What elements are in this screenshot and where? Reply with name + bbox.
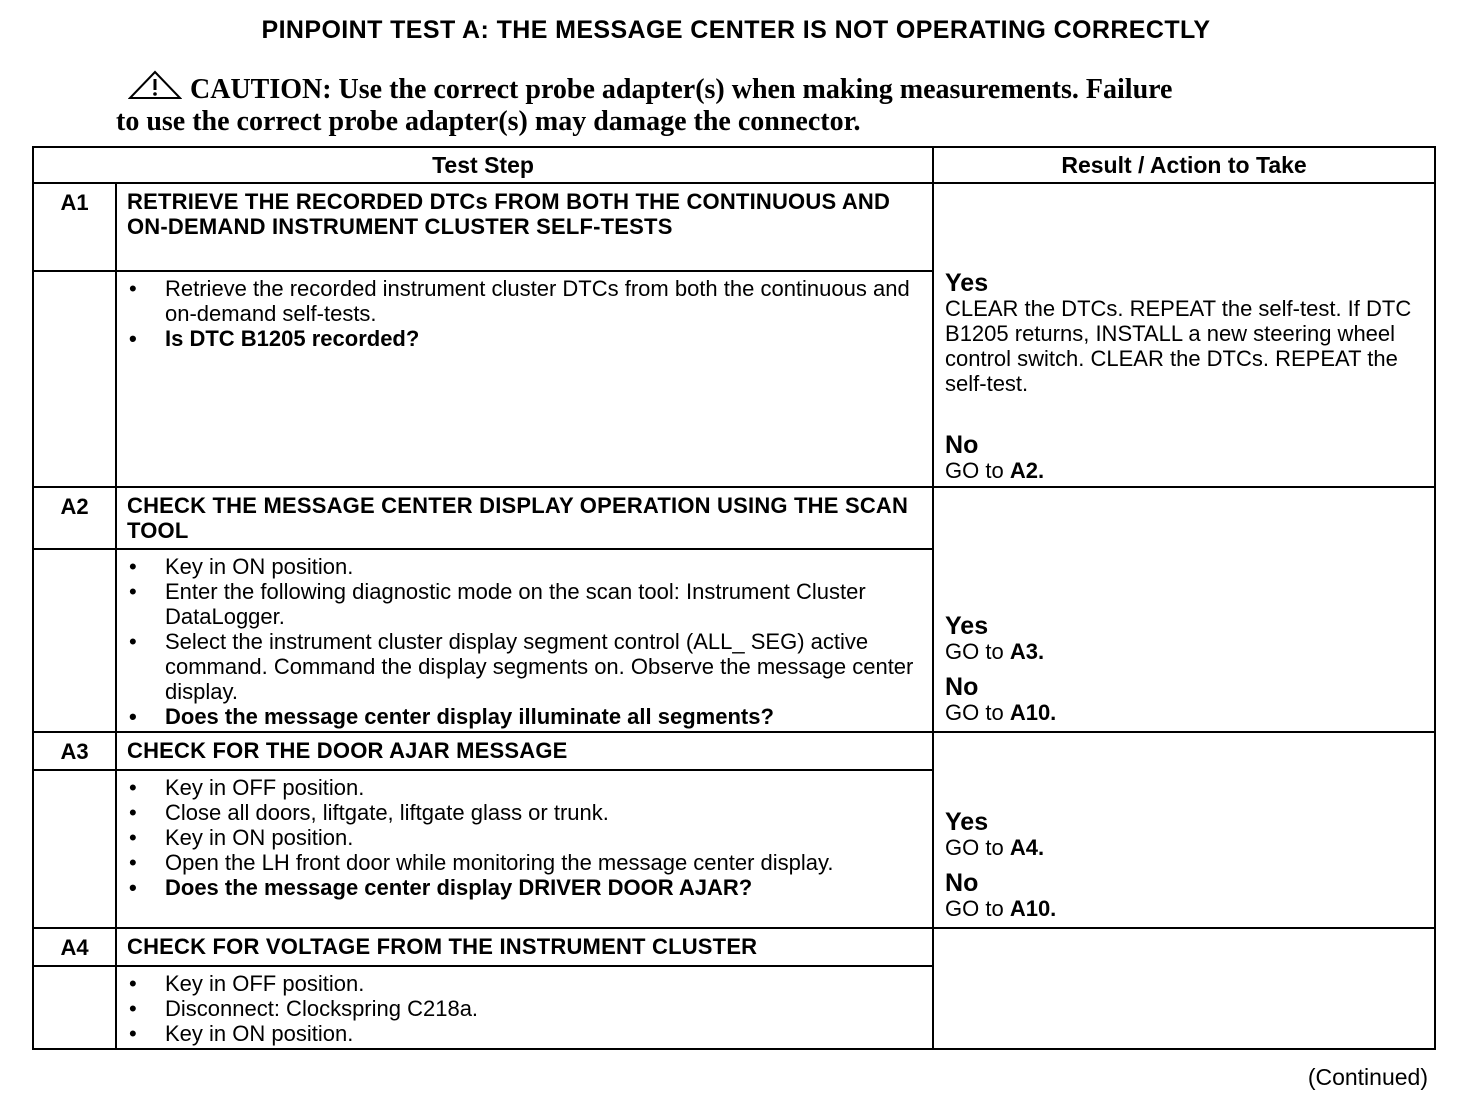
list-item: • Does the message center display DRIVER DOOR AJAR? [127, 875, 922, 900]
caution-line-1: CAUTION: Use the correct probe adapter(s) when making measurements. Failure [190, 74, 1173, 105]
step-id: A2 [33, 487, 116, 549]
list-item: • Key in ON position. [127, 1021, 922, 1046]
step-heading: RETRIEVE THE RECORDED DTCs FROM BOTH THE CONTINUOUS AND ON-DEMAND INSTRUMENT CLUSTER SELF-TESTS [116, 183, 933, 271]
no-label: No [945, 869, 979, 897]
step-heading-row [33, 928, 1435, 966]
pinpoint-test-table [32, 146, 1436, 1050]
step-heading: CHECK THE MESSAGE CENTER DISPLAY OPERATION USING THE SCAN TOOL [116, 487, 933, 549]
yes-action: CLEAR the DTCs. REPEAT the self-test. If DTC B1205 returns, INSTALL a new steering wheel control switch. CLEAR the DTCs. REPEAT the self-test. [945, 296, 1412, 396]
list-item: • Does the message center display illuminate all segments? [127, 704, 922, 729]
step-heading-row [33, 487, 1435, 549]
step-instructions [116, 549, 933, 732]
yes-label: Yes [945, 269, 989, 297]
header-result-action: Result / Action to Take [933, 147, 1435, 183]
continued-note: (Continued) [1307, 1064, 1428, 1090]
list-item: • Open the LH front door while monitoring the message center display. [127, 850, 922, 875]
result-cell [933, 928, 1435, 1049]
yes-label: Yes [945, 808, 989, 836]
no-action: GO to A2. [945, 458, 1045, 483]
list-item: • Key in ON position. [127, 554, 922, 579]
yes-action: GO to A3. [945, 639, 1045, 664]
header-test-step: Test Step [33, 147, 933, 183]
result-cell [933, 183, 1435, 487]
list-item: • Disconnect: Clockspring C218a. [127, 996, 922, 1021]
step-heading: CHECK FOR VOLTAGE FROM THE INSTRUMENT CLUSTER [116, 928, 933, 966]
no-label: No [945, 431, 979, 459]
step-id: A4 [33, 928, 116, 966]
step-instructions [116, 770, 933, 928]
yes-action: GO to A4. [945, 835, 1045, 860]
result-cell [933, 487, 1435, 732]
step-id: A3 [33, 732, 116, 770]
step-instructions [116, 271, 933, 487]
list-item: • Select the instrument cluster display segment control (ALL_ SEG) active command. Command the display segments on. Observe the message center display. [127, 629, 922, 704]
list-item: • Key in OFF position. [127, 775, 922, 800]
warning-triangle-icon [128, 70, 182, 100]
page-title: PINPOINT TEST A: THE MESSAGE CENTER IS NOT OPERATING CORRECTLY [261, 16, 1211, 44]
step-instructions [116, 966, 933, 1049]
list-item: • Enter the following diagnostic mode on the scan tool: Instrument Cluster DataLogger. [127, 579, 922, 629]
result-cell [933, 732, 1435, 928]
step-heading-row [33, 732, 1435, 770]
list-item: • Is DTC B1205 recorded? [127, 326, 922, 351]
list-item: • Retrieve the recorded instrument cluster DTCs from both the continuous and on-demand self-tests. [127, 276, 922, 326]
caution-notice [116, 70, 1316, 138]
list-item: • Close all doors, liftgate, liftgate glass or trunk. [127, 800, 922, 825]
table-header-row [33, 147, 1435, 183]
yes-label: Yes [945, 612, 989, 640]
step-id: A1 [33, 183, 116, 271]
no-label: No [945, 673, 979, 701]
list-item: • Key in ON position. [127, 825, 922, 850]
no-action: GO to A10. [945, 700, 1057, 725]
list-item: • Key in OFF position. [127, 971, 922, 996]
no-action: GO to A10. [945, 896, 1057, 921]
step-heading-row [33, 183, 1435, 271]
caution-line-2: to use the correct probe adapter(s) may damage the connector. [116, 106, 861, 137]
step-heading: CHECK FOR THE DOOR AJAR MESSAGE [116, 732, 933, 770]
